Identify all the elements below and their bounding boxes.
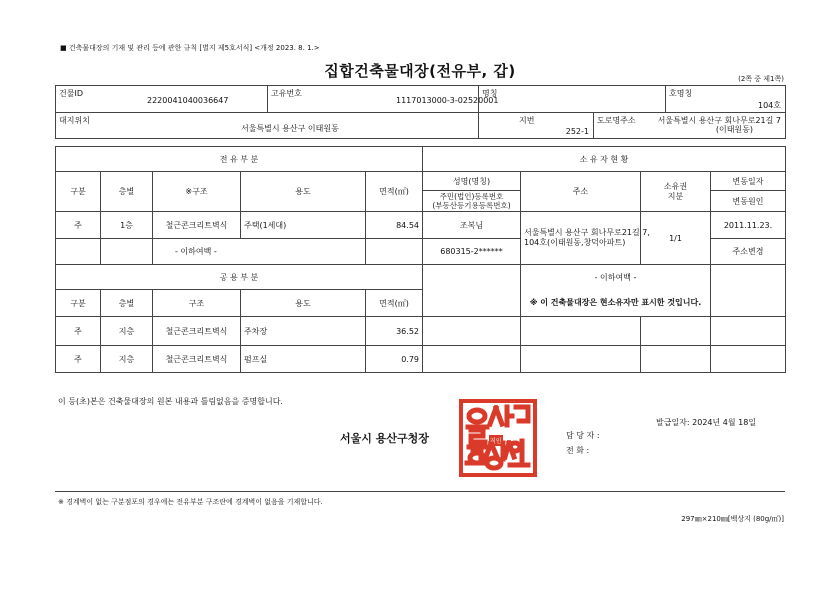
owner-address: 서울특별시 용산구 회나무로21길 7, 104호(이태원동,창덕아파트)	[521, 212, 641, 265]
owner-id-no: 680315-2******	[423, 239, 521, 265]
owner-end: - 이하여백 -	[521, 265, 711, 290]
building-id: 2220041040036647	[147, 96, 229, 105]
common-floor: 지층	[101, 317, 153, 346]
info-table	[55, 85, 786, 139]
common-area: 36.52	[366, 317, 423, 346]
form-reference: ■ 건축물대장의 기재 및 관리 등에 관한 규칙 [별지 제5호서식] <개정 2023. 8. 1.>	[60, 44, 320, 52]
common-usage: 주차장	[241, 317, 366, 346]
common-structure: 철근콘크리트벽식	[153, 317, 241, 346]
official-seal	[459, 399, 537, 477]
lot-label: 지번	[519, 116, 535, 125]
col-area: 면적(㎡)	[366, 172, 423, 212]
col-change-reason: 변동원인	[711, 191, 786, 212]
common-col-usage: 용도	[241, 290, 366, 317]
owner-change-date: 2011.11.23.	[711, 212, 786, 239]
owner-header: 소 유 자 현 황	[423, 147, 786, 172]
unique-no-label: 고유번호	[271, 89, 302, 98]
ex-division: 주	[56, 212, 101, 239]
col-share: 소유권 지분	[641, 172, 711, 212]
certify-text: 이 등(초)본은 건축물대장의 원본 내용과 틀림없음을 증명합니다.	[58, 397, 283, 406]
road-label: 도로명주소	[597, 116, 636, 125]
common-col-division: 구분	[56, 290, 101, 317]
col-owner-id: 주민(법인)등록번호 (부동산등기용등록번호)	[423, 191, 521, 212]
common-area: 0.79	[366, 346, 423, 373]
unit-name-label: 호명칭	[669, 89, 693, 98]
ex-area: 84.54	[366, 212, 423, 239]
lot: 252-1	[565, 127, 589, 136]
unit-name: 104호	[758, 101, 781, 110]
road-address-dong: (이태원동)	[715, 125, 753, 134]
ex-structure: 철근콘크리트벽식	[153, 212, 241, 239]
owner-change-reason: 주소변경	[711, 239, 786, 265]
common-structure: 철근콘크리트벽식	[153, 346, 241, 373]
issuer: 서울시 용산구청장	[340, 432, 429, 445]
unique-no: 1117013000-3-02520001	[396, 96, 499, 105]
name-label: 명칭	[482, 89, 498, 98]
common-division: 주	[56, 317, 101, 346]
common-floor: 지층	[101, 346, 153, 373]
contact-person: 담 당 자 :	[566, 431, 600, 440]
site-label: 대지위치	[59, 116, 90, 125]
common-division: 주	[56, 346, 101, 373]
owner-name: 조복님	[423, 212, 521, 239]
site: 서울특별시 용산구 이태원동	[241, 124, 339, 133]
building-id-label: 건물ID	[59, 89, 83, 98]
main-table	[55, 146, 786, 373]
document-title: 집합건축물대장(전유부, 갑)	[324, 62, 516, 80]
common-col-floor: 층별	[101, 290, 153, 317]
col-owner-name: 성명(명칭)	[423, 172, 521, 191]
col-usage: 용도	[241, 172, 366, 212]
seal-center: 직인	[489, 435, 503, 446]
ex-floor: 1층	[101, 212, 153, 239]
contact-phone: 전 화 :	[566, 446, 590, 455]
issue-date: 발급일자: 2024년 4월 18일	[656, 418, 757, 427]
col-floor: 층별	[101, 172, 153, 212]
common-header: 공 용 부 분	[56, 265, 423, 290]
col-division: 구분	[56, 172, 101, 212]
road-address: 서울특별시 용산구 회나무로21길 7	[657, 116, 781, 125]
common-col-structure: 구조	[153, 290, 241, 317]
footer-rule	[55, 491, 785, 492]
paper-info: 297㎜×210㎜[백상지 (80g/㎡)]	[681, 515, 784, 523]
footnote: ※ 경계벽이 없는 구분점포의 경우에는 전유부분 구조란에 경계벽이 없음을 기재합니다.	[58, 498, 323, 506]
col-change-date: 변동일자	[711, 172, 786, 191]
page-info: (2쪽 중 제1쪽)	[738, 75, 784, 83]
current-owner-note: ※ 이 건축물대장은 현소유자만 표시한 것입니다.	[521, 290, 711, 317]
col-address: 주소	[521, 172, 641, 212]
common-col-area: 면적(㎡)	[366, 290, 423, 317]
exclusive-end: - 이하여백 -	[153, 239, 366, 265]
common-usage: 펌프실	[241, 346, 366, 373]
owner-share: 1/1	[641, 212, 711, 265]
exclusive-header: 전 유 부 분	[56, 147, 423, 172]
col-structure: ※구조	[153, 172, 241, 212]
ex-usage: 주택(1세대)	[241, 212, 366, 239]
